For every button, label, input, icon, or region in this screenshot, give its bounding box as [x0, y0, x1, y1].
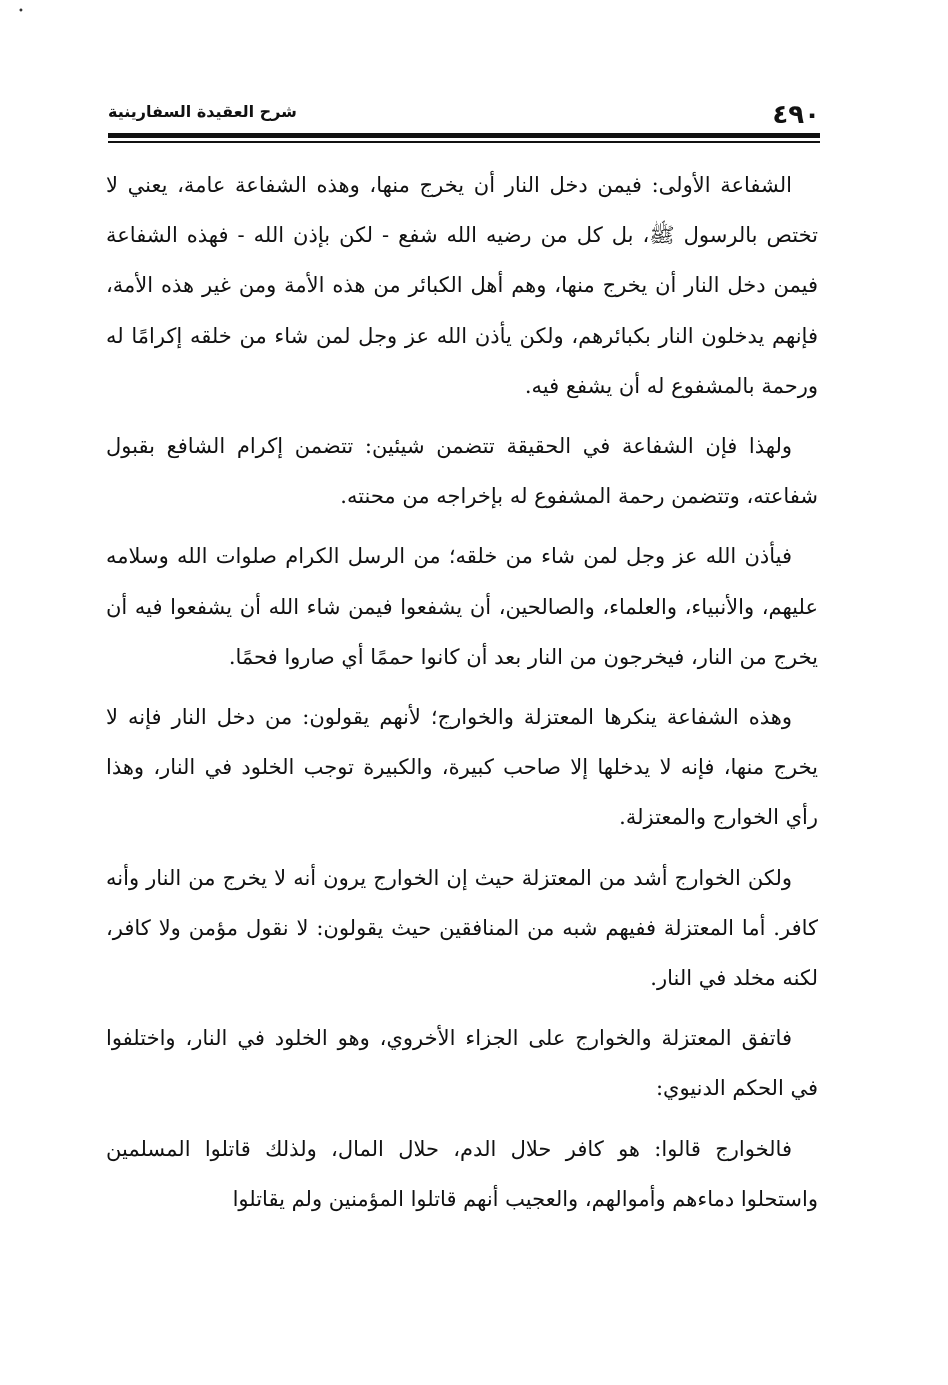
- header-rule-thin: [108, 141, 820, 143]
- running-title: شرح العقيدة السفارينية: [108, 102, 297, 121]
- paragraph-7: فالخوارج قالوا: هو كافر حلال الدم، حلال المال، ولذلك قاتلوا المسلمين واستحلوا دماءهم وأموالهم، والعجيب أنهم قاتلوا المؤمنين ولم يقاتلوا: [106, 1136, 818, 1211]
- page-header: [108, 98, 820, 138]
- paragraph-5: ولكن الخوارج أشد من المعتزلة حيث إن الخوارج يرون أنه لا يخرج من النار وأنه كافر. أما المعتزلة ففيهم شبه من المنافقين حيث يقولون: لا نقول مؤمن ولا كافر، لكنه مخلد في النار.: [106, 865, 818, 991]
- paragraph-6: فاتفق المعتزلة والخوارج على الجزاء الأخروي، وهو الخلود في النار، واختلفوا في الحكم الدنيوي:: [106, 1026, 818, 1101]
- paragraph-4: وهذه الشفاعة ينكرها المعتزلة والخوارج؛ لأنهم يقولون: من دخل النار فإنه لا يخرج منها، فإنه لا يدخلها إلا صاحب كبيرة، والكبيرة توجب الخلود في النار، وهذا رأي الخوارج والمعتزلة.: [106, 705, 818, 830]
- paragraph-3: فيأذن الله عز وجل لمن شاء من خلقه؛ من الرسل الكرام صلوات الله وسلامه عليهم، والأنبياء، والعلماء، والصالحين، أن يشفعوا فيمن شاء الله أن يشفعوا فيه أن يخرج من النار، فيخرجون من النار بعد أن كانوا حممًا أي صاروا فحمًا.: [106, 544, 818, 669]
- paragraph-1: الشفاعة الأولى: فيمن دخل النار أن يخرج منها، وهذه الشفاعة عامة، يعني لا تختص بالرسول ﷺ، بل كل من رضيه الله شفع - لكن بإذن الله - فهذه الشفاعة فيمن دخل النار أن يخرج منها، وهم أهل الكبائر من هذه الأمة ومن غير هذه الأمة، فإنهم يدخلون النار بكبائرهم، ولكن يأذن الله عز وجل لمن شاء من خلقه إكرامًا له ورحمة بالمشفوع له أن يشفع فيه.: [106, 173, 818, 398]
- page-number: ٤٩٠: [772, 100, 820, 130]
- body-text: [106, 160, 818, 1234]
- header-rule-thick: [108, 133, 820, 138]
- paragraph-2: ولهذا فإن الشفاعة في الحقيقة تتضمن شيئين: تتضمن إكرام الشافع بقبول شفاعته، وتتضمن رحمة المشفوع له بإخراجه من محنته.: [106, 434, 818, 509]
- corner-mark: •: [18, 6, 24, 17]
